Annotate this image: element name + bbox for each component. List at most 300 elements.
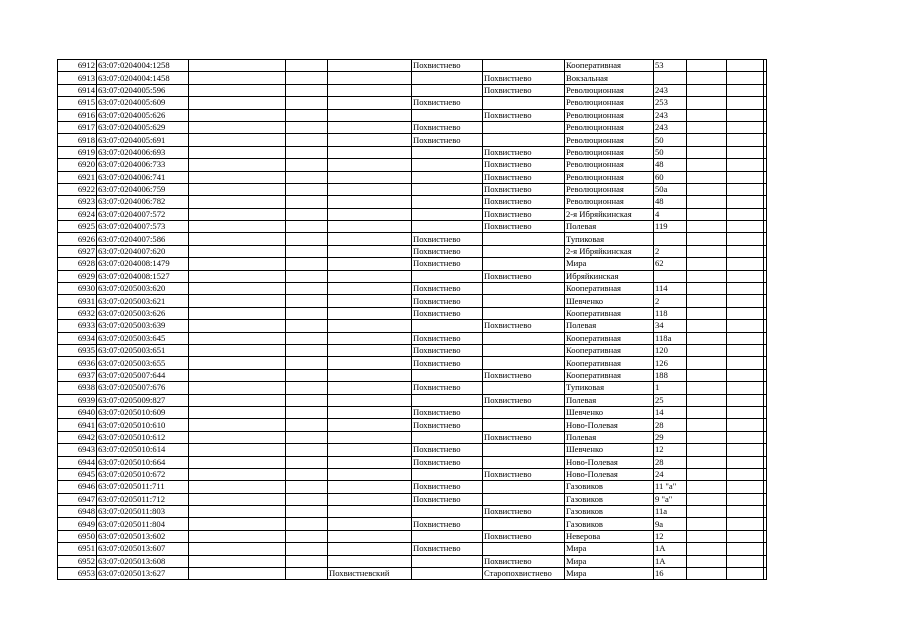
cell-k (727, 344, 764, 356)
cadastral-number: 63:07:0204006:759 (97, 183, 189, 195)
street-cell: Тупиковая (565, 382, 654, 394)
city-cell (412, 394, 483, 406)
district-cell (328, 183, 412, 195)
street-cell: Шевченко (565, 406, 654, 418)
row-number: 6915 (58, 97, 97, 109)
street-cell: Революционная (565, 97, 654, 109)
cell-c (189, 468, 286, 480)
cadastral-number: 63:07:0205011:804 (97, 518, 189, 530)
cell-d (286, 283, 328, 295)
row-number: 6950 (58, 530, 97, 542)
cell-k (727, 568, 764, 580)
city-cell (412, 530, 483, 542)
house-number: 24 (654, 468, 687, 480)
row-number: 6916 (58, 109, 97, 121)
cell-l (764, 97, 767, 109)
cell-l (764, 406, 767, 418)
cell-j (687, 555, 727, 567)
street-cell: Шевченко (565, 444, 654, 456)
cell-k (727, 444, 764, 456)
cell-l (764, 320, 767, 332)
cell-j (687, 183, 727, 195)
cell-l (764, 481, 767, 493)
row-number: 6936 (58, 357, 97, 369)
cadastral-number: 63:07:0204008:1479 (97, 258, 189, 270)
cell-d (286, 518, 328, 530)
cell-d (286, 357, 328, 369)
cell-c (189, 530, 286, 542)
cell-j (687, 146, 727, 158)
cell-l (764, 196, 767, 208)
row-number: 6934 (58, 332, 97, 344)
district-cell (328, 431, 412, 443)
cell-d (286, 431, 328, 443)
table-row (58, 555, 767, 567)
cell-l (764, 183, 767, 195)
cadastral-number: 63:07:0205013:602 (97, 530, 189, 542)
street-cell: Мира (565, 568, 654, 580)
table-row (58, 481, 767, 493)
street-cell: Мира (565, 555, 654, 567)
cell-j (687, 394, 727, 406)
registry-body (58, 60, 767, 580)
cell-k (727, 530, 764, 542)
cadastral-number: 63:07:0205010:610 (97, 419, 189, 431)
table-row (58, 307, 767, 319)
cell-l (764, 84, 767, 96)
city-cell: Похвистнево (412, 233, 483, 245)
cell-d (286, 406, 328, 418)
table-row (58, 146, 767, 158)
district-cell (328, 444, 412, 456)
house-number: 16 (654, 568, 687, 580)
street-cell: Полевая (565, 431, 654, 443)
cadastral-number: 63:07:0204006:782 (97, 196, 189, 208)
cell-d (286, 208, 328, 220)
cell-j (687, 481, 727, 493)
cadastral-number: 63:07:0205007:644 (97, 369, 189, 381)
district-cell (328, 221, 412, 233)
settlement-cell (483, 97, 565, 109)
street-cell: Кооперативная (565, 369, 654, 381)
cell-c (189, 543, 286, 555)
settlement-cell: Похвистнево (483, 431, 565, 443)
settlement-cell (483, 121, 565, 133)
street-cell: Революционная (565, 121, 654, 133)
district-cell (328, 171, 412, 183)
city-cell (412, 270, 483, 282)
cadastral-number: 63:07:0205003:655 (97, 357, 189, 369)
house-number: 50 (654, 146, 687, 158)
cell-c (189, 245, 286, 257)
cell-c (189, 369, 286, 381)
cell-j (687, 431, 727, 443)
district-cell (328, 406, 412, 418)
cell-c (189, 196, 286, 208)
cell-k (727, 146, 764, 158)
cell-c (189, 283, 286, 295)
table-row (58, 171, 767, 183)
table-row (58, 121, 767, 133)
table-row (58, 97, 767, 109)
cell-k (727, 171, 764, 183)
settlement-cell: Старопохвистнево (483, 568, 565, 580)
cadastral-number: 63:07:0204007:586 (97, 233, 189, 245)
cell-k (727, 506, 764, 518)
cell-j (687, 369, 727, 381)
settlement-cell (483, 283, 565, 295)
street-cell: Полевая (565, 221, 654, 233)
cell-c (189, 456, 286, 468)
cell-d (286, 72, 328, 84)
row-number: 6951 (58, 543, 97, 555)
settlement-cell (483, 543, 565, 555)
street-cell: Полевая (565, 320, 654, 332)
settlement-cell: Похвистнево (483, 196, 565, 208)
street-cell: Мира (565, 258, 654, 270)
street-cell: Вокзальная (565, 72, 654, 84)
cell-j (687, 84, 727, 96)
cell-c (189, 431, 286, 443)
cell-j (687, 406, 727, 418)
city-cell: Похвистнево (412, 357, 483, 369)
table-row (58, 84, 767, 96)
table-row (58, 357, 767, 369)
cadastral-number: 63:07:0205013:607 (97, 543, 189, 555)
district-cell (328, 97, 412, 109)
cell-k (727, 382, 764, 394)
cell-j (687, 283, 727, 295)
street-cell: Революционная (565, 134, 654, 146)
city-cell: Похвистнево (412, 444, 483, 456)
city-cell: Похвистнево (412, 332, 483, 344)
cell-j (687, 208, 727, 220)
settlement-cell (483, 332, 565, 344)
table-row (58, 159, 767, 171)
cell-l (764, 357, 767, 369)
cell-c (189, 208, 286, 220)
district-cell (328, 258, 412, 270)
cadastral-number: 63:07:0205009:827 (97, 394, 189, 406)
house-number (654, 233, 687, 245)
row-number: 6920 (58, 159, 97, 171)
street-cell: Ново-Полевая (565, 456, 654, 468)
settlement-cell (483, 456, 565, 468)
city-cell (412, 506, 483, 518)
cell-k (727, 295, 764, 307)
cell-l (764, 468, 767, 480)
cadastral-number: 63:07:0205007:676 (97, 382, 189, 394)
row-number: 6925 (58, 221, 97, 233)
cell-l (764, 431, 767, 443)
street-cell: Шевченко (565, 295, 654, 307)
cell-j (687, 307, 727, 319)
registry-table (57, 59, 767, 580)
cadastral-number: 63:07:0205003:621 (97, 295, 189, 307)
house-number: 11 "а" (654, 481, 687, 493)
cadastral-number: 63:07:0204006:733 (97, 159, 189, 171)
cell-l (764, 344, 767, 356)
row-number: 6913 (58, 72, 97, 84)
cell-j (687, 568, 727, 580)
cell-d (286, 245, 328, 257)
house-number: 253 (654, 97, 687, 109)
cell-j (687, 97, 727, 109)
table-row (58, 444, 767, 456)
cell-d (286, 60, 328, 72)
table-row (58, 543, 767, 555)
district-cell (328, 121, 412, 133)
settlement-cell (483, 60, 565, 72)
city-cell (412, 109, 483, 121)
table-row (58, 233, 767, 245)
street-cell: Революционная (565, 109, 654, 121)
settlement-cell: Похвистнево (483, 221, 565, 233)
district-cell (328, 109, 412, 121)
cell-j (687, 121, 727, 133)
settlement-cell (483, 134, 565, 146)
cell-c (189, 382, 286, 394)
house-number: 120 (654, 344, 687, 356)
cadastral-number: 63:07:0205010:672 (97, 468, 189, 480)
cell-c (189, 134, 286, 146)
district-cell (328, 159, 412, 171)
cell-k (727, 481, 764, 493)
street-cell: Газовиков (565, 518, 654, 530)
row-number: 6946 (58, 481, 97, 493)
table-row (58, 72, 767, 84)
street-cell: Кооперативная (565, 357, 654, 369)
cell-j (687, 134, 727, 146)
cell-k (727, 258, 764, 270)
settlement-cell: Похвистнево (483, 183, 565, 195)
cell-l (764, 258, 767, 270)
cell-d (286, 344, 328, 356)
house-number (654, 270, 687, 282)
cell-d (286, 369, 328, 381)
city-cell (412, 159, 483, 171)
district-cell (328, 394, 412, 406)
cell-c (189, 258, 286, 270)
house-number: 118а (654, 332, 687, 344)
cell-d (286, 146, 328, 158)
district-cell (328, 332, 412, 344)
house-number (654, 72, 687, 84)
house-number: 60 (654, 171, 687, 183)
cell-l (764, 295, 767, 307)
row-number: 6938 (58, 382, 97, 394)
street-cell: Революционная (565, 159, 654, 171)
row-number: 6923 (58, 196, 97, 208)
cell-l (764, 245, 767, 257)
cell-k (727, 332, 764, 344)
table-row (58, 221, 767, 233)
district-cell (328, 146, 412, 158)
district-cell (328, 506, 412, 518)
settlement-cell (483, 258, 565, 270)
cell-j (687, 506, 727, 518)
city-cell: Похвистнево (412, 406, 483, 418)
cell-c (189, 171, 286, 183)
house-number: 50 (654, 134, 687, 146)
cell-d (286, 270, 328, 282)
cadastral-number: 63:07:0204005:629 (97, 121, 189, 133)
cell-j (687, 72, 727, 84)
street-cell: Газовиков (565, 481, 654, 493)
cadastral-number: 63:07:0204007:620 (97, 245, 189, 257)
district-cell (328, 468, 412, 480)
cell-c (189, 344, 286, 356)
street-cell: Тупиковая (565, 233, 654, 245)
cell-j (687, 171, 727, 183)
row-number: 6932 (58, 307, 97, 319)
table-row (58, 183, 767, 195)
cell-l (764, 506, 767, 518)
cell-j (687, 320, 727, 332)
cadastral-number: 63:07:0205003:620 (97, 283, 189, 295)
cell-c (189, 270, 286, 282)
cell-k (727, 208, 764, 220)
city-cell: Похвистнево (412, 382, 483, 394)
street-cell: Революционная (565, 84, 654, 96)
house-number: 4 (654, 208, 687, 220)
cell-d (286, 394, 328, 406)
cadastral-number: 63:07:0205011:803 (97, 506, 189, 518)
settlement-cell (483, 344, 565, 356)
row-number: 6942 (58, 431, 97, 443)
cell-c (189, 97, 286, 109)
district-cell (328, 60, 412, 72)
cell-j (687, 518, 727, 530)
cell-l (764, 208, 767, 220)
city-cell: Похвистнево (412, 60, 483, 72)
cell-j (687, 245, 727, 257)
cell-k (727, 431, 764, 443)
cell-d (286, 171, 328, 183)
table-row (58, 530, 767, 542)
cell-d (286, 530, 328, 542)
house-number: 11а (654, 506, 687, 518)
cell-j (687, 456, 727, 468)
settlement-cell: Похвистнево (483, 394, 565, 406)
settlement-cell (483, 307, 565, 319)
settlement-cell (483, 518, 565, 530)
house-number: 2 (654, 245, 687, 257)
city-cell (412, 208, 483, 220)
settlement-cell: Похвистнево (483, 72, 565, 84)
cell-j (687, 357, 727, 369)
table-row (58, 394, 767, 406)
cadastral-number: 63:07:0204007:572 (97, 208, 189, 220)
row-number: 6924 (58, 208, 97, 220)
cell-k (727, 183, 764, 195)
cell-d (286, 382, 328, 394)
cell-l (764, 171, 767, 183)
settlement-cell: Похвистнево (483, 468, 565, 480)
district-cell (328, 307, 412, 319)
cadastral-number: 63:07:0204006:741 (97, 171, 189, 183)
cadastral-number: 63:07:0204005:626 (97, 109, 189, 121)
cadastral-number: 63:07:0204007:573 (97, 221, 189, 233)
cell-c (189, 518, 286, 530)
district-cell (328, 456, 412, 468)
cell-l (764, 419, 767, 431)
district-cell (328, 518, 412, 530)
cell-l (764, 283, 767, 295)
cell-j (687, 530, 727, 542)
street-cell: Кооперативная (565, 307, 654, 319)
settlement-cell: Похвистнево (483, 84, 565, 96)
cell-l (764, 382, 767, 394)
district-cell (328, 233, 412, 245)
cell-d (286, 97, 328, 109)
cadastral-number: 63:07:0205003:626 (97, 307, 189, 319)
row-number: 6926 (58, 233, 97, 245)
house-number: 25 (654, 394, 687, 406)
cell-l (764, 159, 767, 171)
street-cell: Революционная (565, 196, 654, 208)
house-number: 28 (654, 419, 687, 431)
cell-d (286, 121, 328, 133)
house-number: 48 (654, 196, 687, 208)
house-number: 50а (654, 183, 687, 195)
cell-d (286, 419, 328, 431)
cell-k (727, 369, 764, 381)
city-cell (412, 369, 483, 381)
settlement-cell (483, 419, 565, 431)
cell-l (764, 134, 767, 146)
cell-j (687, 332, 727, 344)
row-number: 6929 (58, 270, 97, 282)
city-cell: Похвистнево (412, 134, 483, 146)
settlement-cell: Похвистнево (483, 369, 565, 381)
cell-c (189, 481, 286, 493)
cell-k (727, 468, 764, 480)
table-row (58, 506, 767, 518)
city-cell: Похвистнево (412, 543, 483, 555)
cadastral-number: 63:07:0205010:609 (97, 406, 189, 418)
table-row (58, 431, 767, 443)
street-cell: Революционная (565, 171, 654, 183)
city-cell (412, 171, 483, 183)
settlement-cell: Похвистнево (483, 171, 565, 183)
house-number: 12 (654, 444, 687, 456)
district-cell (328, 357, 412, 369)
cell-c (189, 295, 286, 307)
district-cell (328, 283, 412, 295)
cell-d (286, 332, 328, 344)
row-number: 6918 (58, 134, 97, 146)
cell-l (764, 270, 767, 282)
city-cell: Похвистнево (412, 295, 483, 307)
cell-l (764, 555, 767, 567)
cell-c (189, 332, 286, 344)
district-cell (328, 344, 412, 356)
house-number: 2 (654, 295, 687, 307)
table-row (58, 109, 767, 121)
table-row (58, 60, 767, 72)
cadastral-number: 63:07:0205011:712 (97, 493, 189, 505)
cell-c (189, 419, 286, 431)
cell-c (189, 109, 286, 121)
cell-d (286, 221, 328, 233)
row-number: 6914 (58, 84, 97, 96)
cell-c (189, 60, 286, 72)
cell-k (727, 493, 764, 505)
row-number: 6931 (58, 295, 97, 307)
cell-j (687, 233, 727, 245)
house-number: 243 (654, 84, 687, 96)
